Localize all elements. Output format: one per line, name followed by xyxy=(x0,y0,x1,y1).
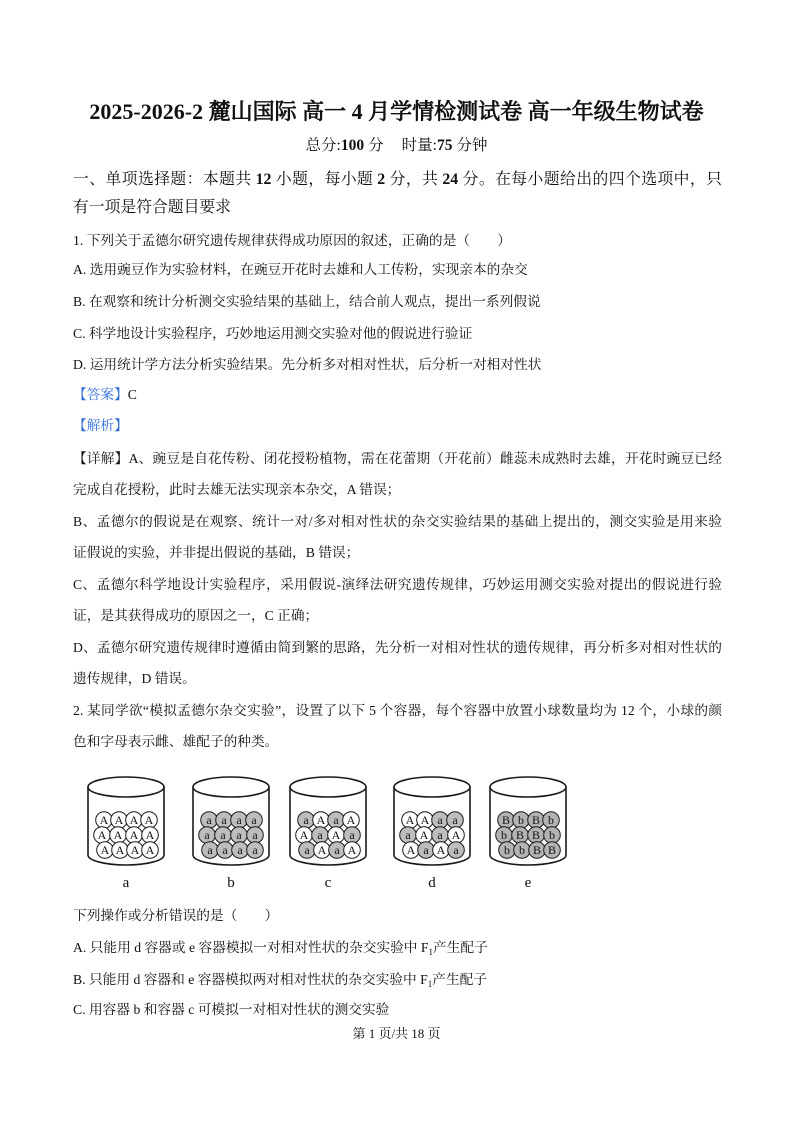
time-limit-label: 时量: xyxy=(401,137,437,154)
container-label: d xyxy=(428,875,436,891)
ball-letter: a xyxy=(206,813,212,827)
ball-letter: a xyxy=(251,813,257,827)
gamete-ball xyxy=(514,842,531,859)
gamete-ball xyxy=(231,827,248,844)
gamete-ball xyxy=(215,827,232,844)
ball-letter: b xyxy=(548,813,554,827)
ball-letter: a xyxy=(423,843,429,857)
ball-letter: A xyxy=(317,843,327,857)
q1-answer xyxy=(73,385,137,405)
gamete-ball xyxy=(142,842,159,859)
gamete-ball xyxy=(216,812,233,829)
q1-detail-line: D、孟德尔研究遗传规律时遵循由简到繁的思路，先分析一对相对性状的遗传规律，再分析多对相对性状的 xyxy=(73,640,722,655)
points-total: 24 xyxy=(442,171,459,188)
gamete-ball xyxy=(344,842,361,859)
gamete-ball xyxy=(512,827,529,844)
gamete-ball xyxy=(298,812,315,829)
gamete-ball xyxy=(202,842,219,859)
gamete-ball xyxy=(94,827,111,844)
answer-value: C xyxy=(127,387,137,402)
paper-title: 2025-2026-2 麓山国际 高一 4 月学情检测试卷 高一年级生物试卷 xyxy=(89,99,704,124)
ball-letter: B xyxy=(515,828,525,842)
ball-letter: a xyxy=(236,828,242,842)
gamete-ball xyxy=(246,812,263,829)
gamete-ball xyxy=(329,842,346,859)
option-text: 产生配子 xyxy=(433,940,488,955)
container-e xyxy=(490,777,566,891)
gamete-ball xyxy=(432,827,449,844)
gamete-ball xyxy=(499,842,516,859)
ball-letter: a xyxy=(237,843,243,857)
ball-letter: a xyxy=(236,813,242,827)
container-label: a xyxy=(122,875,130,891)
ball-letter: B xyxy=(532,843,542,857)
q1-option-a: A. 选用豌豆作为实验材料，在豌豆开花时去雄和人工传粉，实现亲本的杂交 xyxy=(73,262,528,277)
ball-letter: A xyxy=(144,813,154,827)
ball-letter: a xyxy=(220,828,226,842)
q2-option-b xyxy=(73,970,487,990)
q1-option-b: B. 在观察和统计分析测交实验结果的基础上，结合前人观点，提出一系列假说 xyxy=(73,294,541,309)
gamete-ball xyxy=(498,812,515,829)
container-rim xyxy=(394,777,470,797)
ball-letter: a xyxy=(252,843,258,857)
gamete-ball xyxy=(96,812,113,829)
container-rim xyxy=(193,777,269,797)
ball-letter: a xyxy=(334,843,340,857)
gamete-ball xyxy=(529,842,546,859)
gamete-ball xyxy=(126,827,143,844)
subscript: 1 xyxy=(427,979,433,989)
total-score-unit: 分 xyxy=(368,137,384,154)
ball-letter: b xyxy=(518,813,524,827)
ball-letter: A xyxy=(145,828,155,842)
ball-letter: a xyxy=(222,843,228,857)
gamete-ball xyxy=(199,827,216,844)
ball-letter: A xyxy=(99,813,109,827)
ball-letter: a xyxy=(333,813,339,827)
time-limit-value: 75 xyxy=(436,137,453,154)
ball-letter: A xyxy=(405,813,415,827)
q1-option-d: D. 运用统计学方法分析实验结果。先分析多对相对性状，后分析一对相对性状 xyxy=(73,357,542,372)
ball-letter: B xyxy=(547,843,557,857)
ball-letter: b xyxy=(504,843,510,857)
gamete-ball xyxy=(201,812,218,829)
gamete-ball xyxy=(544,842,561,859)
gamete-ball xyxy=(432,812,449,829)
gamete-ball xyxy=(528,812,545,829)
container-rim xyxy=(490,777,566,797)
gamete-ball xyxy=(528,827,545,844)
ball-letter: A xyxy=(129,813,139,827)
gamete-ball xyxy=(513,812,530,829)
q1-detail-line: B、孟德尔的假说是在观察、统计一对/多对相对性状的杂交实验结果的基础上提出的，测交实验是用来验 xyxy=(73,514,722,529)
q1-detail-line: C、孟德尔科学地设计实验程序，采用假说-演绎法研究遗传规律，巧妙运用测交实验对提出的假说进行验 xyxy=(73,577,722,592)
ball-letter: A xyxy=(145,843,155,857)
gamete-ball xyxy=(110,827,127,844)
score-time-info xyxy=(0,135,793,157)
option-text: A. 只能用 d 容器或 e 容器模拟一对相对性状的杂交实验中 F xyxy=(73,940,429,955)
ball-letter: B xyxy=(501,813,511,827)
ball-letter: A xyxy=(331,828,341,842)
total-score-label: 总分: xyxy=(305,137,341,154)
gamete-ball xyxy=(127,842,144,859)
ball-letter: a xyxy=(452,813,458,827)
q1-detail-line: 遗传规律，D 错误。 xyxy=(73,671,196,686)
gamete-ball xyxy=(232,842,249,859)
gamete-ball xyxy=(126,812,143,829)
container-d xyxy=(394,777,470,891)
gamete-ball xyxy=(112,842,129,859)
gamete-ball xyxy=(231,812,248,829)
gamete-ball xyxy=(402,812,419,829)
ball-letter: A xyxy=(419,828,429,842)
section-text: 分，共 xyxy=(389,171,439,188)
gamete-ball xyxy=(448,827,465,844)
option-text: 产生配子 xyxy=(432,972,488,987)
container-b xyxy=(193,777,269,891)
container-c xyxy=(290,777,366,891)
ball-letter: A xyxy=(451,828,461,842)
analysis-tag: 【解析】 xyxy=(73,418,128,433)
section-text: 分。在每小题给出的四个选项中，只 xyxy=(462,171,722,188)
ball-letter: B xyxy=(531,828,541,842)
ball-letter: A xyxy=(347,843,357,857)
ball-letter: A xyxy=(130,843,140,857)
ball-letter: a xyxy=(304,843,310,857)
subscript: 1 xyxy=(428,947,433,957)
gamete-ball xyxy=(403,842,420,859)
ball-letter: a xyxy=(221,813,227,827)
total-score-value: 100 xyxy=(340,137,365,154)
page-footer: 第 1 页/共 18 页 xyxy=(352,1026,441,1041)
ball-letter: a xyxy=(252,828,258,842)
ball-letter: b xyxy=(519,843,525,857)
q2-stem-line: 色和字母表示雌、雄配子的种类。 xyxy=(73,734,279,749)
q1-stem: 1. 下列关于孟德尔研究遗传规律获得成功原因的叙述，正确的是（ ） xyxy=(73,233,512,248)
ball-letter: B xyxy=(531,813,541,827)
gamete-ball xyxy=(448,842,465,859)
ball-letter: A xyxy=(436,843,446,857)
ball-letter: A xyxy=(100,843,110,857)
ball-letter: a xyxy=(317,828,323,842)
gamete-ball xyxy=(111,812,128,829)
gamete-ball xyxy=(247,827,264,844)
q2-question: 下列操作或分析错误的是（ ） xyxy=(73,908,279,923)
gamete-ball xyxy=(433,842,450,859)
gamete-ball xyxy=(543,812,560,829)
gamete-ball xyxy=(296,827,313,844)
q1-detail-line: 完成自花授粉，此时去雄无法实现亲本杂交，A 错误； xyxy=(73,482,401,497)
gamete-ball xyxy=(299,842,316,859)
gamete-ball xyxy=(314,842,331,859)
ball-letter: a xyxy=(207,843,213,857)
container-label: c xyxy=(324,875,332,891)
container-rim xyxy=(88,777,164,797)
q2-option-c: C. 用容器 b 和容器 c 可模拟一对相对性状的测交实验 xyxy=(73,1002,390,1017)
q1-detail-line: 证假说的实验，并非提出假说的基础，B 错误； xyxy=(73,545,360,560)
ball-letter: a xyxy=(453,843,459,857)
ball-letter: A xyxy=(113,828,123,842)
gamete-ball xyxy=(217,842,234,859)
detail-text: A、豌豆是自花传粉、闭花授粉植物，需在花蕾期（开花前）雌蕊未成熟时去雄，开花时豌豆已经 xyxy=(128,451,722,466)
ball-letter: A xyxy=(129,828,139,842)
points-each: 2 xyxy=(377,171,386,188)
gamete-ball xyxy=(343,812,360,829)
gamete-ball xyxy=(418,842,435,859)
ball-letter: A xyxy=(97,828,107,842)
detail-tag: 【详解】 xyxy=(73,451,129,466)
option-text: B. 只能用 d 容器和 e 容器模拟两对相对性状的杂交实验中 F xyxy=(73,972,428,987)
gamete-ball xyxy=(417,812,434,829)
gamete-ball xyxy=(496,827,513,844)
ball-letter: A xyxy=(420,813,430,827)
gamete-ball xyxy=(313,812,330,829)
container-a xyxy=(88,777,164,891)
section-instructions-line-1 xyxy=(73,169,722,191)
ball-letter: a xyxy=(437,828,443,842)
ball-letter: b xyxy=(501,828,507,842)
gamete-ball xyxy=(142,827,159,844)
ball-letter: A xyxy=(346,813,356,827)
ball-letter: A xyxy=(316,813,326,827)
answer-tag: 【答案】 xyxy=(73,387,128,402)
ball-letter: b xyxy=(549,828,555,842)
gamete-ball xyxy=(344,827,361,844)
time-limit-unit: 分钟 xyxy=(456,137,488,154)
q1-option-c: C. 科学地设计实验程序，巧妙地运用测交实验对他的假说进行验证 xyxy=(73,326,473,341)
gamete-ball xyxy=(544,827,561,844)
ball-letter: a xyxy=(303,813,309,827)
question-count: 12 xyxy=(255,171,272,188)
section-instructions-line-2: 有一项是符合题目要求 xyxy=(73,199,231,216)
gamete-ball xyxy=(328,827,345,844)
gamete-ball xyxy=(141,812,158,829)
ball-letter: A xyxy=(299,828,309,842)
section-text: 一、单项选择题：本题共 xyxy=(73,171,252,188)
gamete-ball xyxy=(97,842,114,859)
containers-figure xyxy=(0,760,793,900)
q2-stem-line: 2. 某同学欲“模拟孟德尔杂交实验”，设置了以下 5 个容器，每个容器中放置小球数量均为 12 个，小球的颜 xyxy=(73,703,722,718)
gamete-ball xyxy=(400,827,417,844)
ball-letter: A xyxy=(406,843,416,857)
container-label: e xyxy=(524,875,532,891)
q1-detail-line xyxy=(73,449,722,469)
gamete-ball xyxy=(416,827,433,844)
gamete-ball xyxy=(312,827,329,844)
section-text: 小题，每小题 xyxy=(275,171,374,188)
gamete-ball xyxy=(447,812,464,829)
container-label: b xyxy=(227,875,235,891)
q1-detail-line: 证，是其获得成功的原因之一，C 正确； xyxy=(73,608,319,623)
q2-option-a xyxy=(73,938,488,958)
gamete-ball xyxy=(247,842,264,859)
ball-letter: a xyxy=(349,828,355,842)
gamete-ball xyxy=(328,812,345,829)
ball-letter: A xyxy=(115,843,125,857)
ball-letter: a xyxy=(204,828,210,842)
container-rim xyxy=(290,777,366,797)
ball-letter: a xyxy=(437,813,443,827)
ball-letter: a xyxy=(405,828,411,842)
ball-letter: A xyxy=(114,813,124,827)
